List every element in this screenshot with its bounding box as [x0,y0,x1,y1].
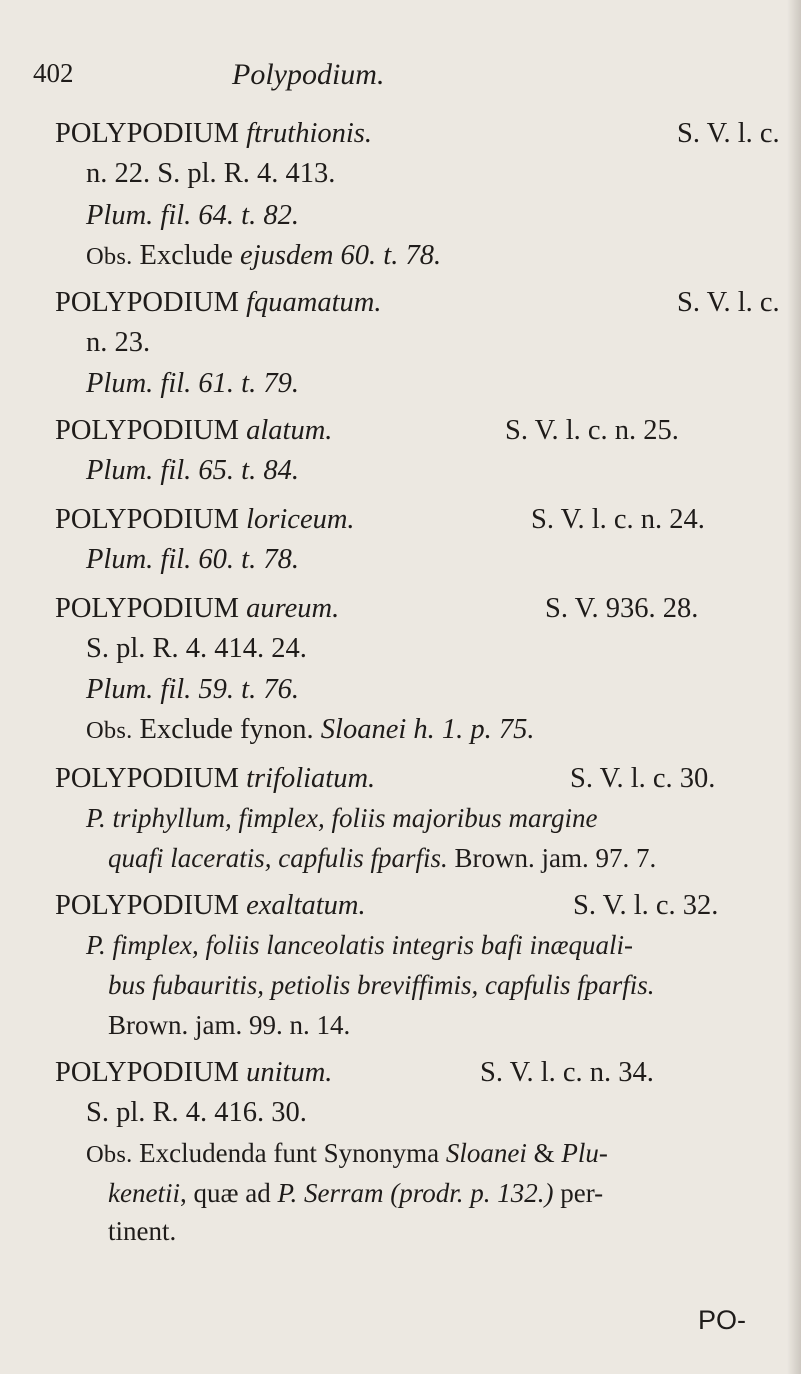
line-text: , quæ ad [179,1178,278,1208]
species-epithet: loriceum. [246,504,355,535]
entry-line [108,1178,603,1209]
line-text: per- [553,1178,604,1208]
species-epithet: unitum. [246,1057,333,1088]
entry-line [86,455,299,487]
line-text: n. 22. S. pl. R. 4. 413. [86,158,336,189]
catchword: PO- [697,1305,746,1335]
entry-line [86,674,299,706]
entry-line [86,633,307,665]
genus-name: POLYPODIUM [55,504,239,535]
entry-line [86,803,598,834]
line-text: ejusdem 60. t. 78. [240,240,442,271]
line-text: quafi laceratis, capfulis fparfis. [108,843,448,873]
genus-name: POLYPODIUM [55,118,239,149]
entry-heading [55,890,719,922]
reference: S. V. l. c. n. 34. [480,1057,654,1088]
line-text: S. pl. R. 4. 416. 30. [86,1097,307,1128]
obs-label: Obs. [86,717,133,744]
entry-line [86,714,535,746]
reference: S. V. l. c. 32. [573,890,719,921]
line-text: Plum. fil. 59. t. 76. [86,674,299,705]
species-epithet: fquamatum. [246,287,382,318]
reference: S. V. l. c. n. 24. [531,504,705,535]
line-text: Plum. fil. 61. t. 79. [86,368,299,399]
line-text: Sloanei [445,1138,527,1168]
entry-line [108,970,655,1001]
reference: S. V. l. c. 30. [570,763,716,794]
entry-line [86,930,633,961]
obs-label: Obs. [86,243,133,270]
line-text: & [526,1138,562,1168]
line-text: bus fubauritis, petiolis breviffimis, capfulis fparfis. [108,970,655,1000]
entry-line [86,1138,608,1169]
line-text: tinent. [108,1216,177,1246]
genus-name: POLYPODIUM [55,890,239,921]
species-epithet: aureum. [246,593,340,624]
line-text: Plu- [561,1138,608,1168]
line-text: Exclude fynon. [132,714,321,745]
genus-name: POLYPODIUM [55,763,239,794]
line-text: Plum. fil. 65. t. 84. [86,455,299,486]
genus-name: POLYPODIUM [55,593,239,624]
line-text: Plum. fil. 64. t. 82. [86,200,299,231]
line-text: Sloanei h. 1. p. 75. [320,714,535,745]
entry-line [86,544,299,576]
page-number: 402 [33,58,74,88]
entry-line [86,327,150,359]
running-title: Polypodium. [232,58,385,91]
page-edge-shadow [787,0,801,1374]
entry-heading [55,763,716,795]
species-epithet: trifoliatum. [246,763,376,794]
entry-heading [55,118,780,150]
entry-heading [55,1057,654,1089]
obs-label: Obs. [86,1141,133,1168]
species-epithet: exaltatum. [246,890,366,921]
entry-line [86,240,441,272]
entry-line [108,1216,176,1247]
line-text: n. 23. [86,327,151,358]
line-text: Exclude [132,240,241,271]
line-text: kenetii [108,1178,180,1208]
entry-line [108,1010,350,1041]
entry-heading [55,287,780,319]
line-text: P. fimplex, foliis lanceolatis integris bafi inæquali- [86,930,633,960]
line-text: Plum. fil. 60. t. 78. [86,544,299,575]
entry-line [86,158,335,190]
entry-line [86,1097,307,1129]
line-text: Brown. jam. 97. 7. [447,843,657,873]
entry-line [86,200,299,232]
entry-heading [55,593,699,625]
reference: S. V. 936. 28. [545,593,699,624]
line-text: S. pl. R. 4. 414. 24. [86,633,307,664]
reference: S. V. l. c. [677,287,780,318]
species-epithet: alatum. [246,415,333,446]
line-text: P. Serram (prodr. p. 132.) [277,1178,554,1208]
entry-line [108,843,656,874]
line-text: Excludenda funt Synonyma [132,1138,446,1168]
reference: S. V. l. c. [677,118,780,149]
species-epithet: ftruthionis. [246,118,373,149]
entry-heading [55,415,679,447]
entry-line [86,368,299,400]
reference: S. V. l. c. n. 25. [505,415,679,446]
genus-name: POLYPODIUM [55,287,239,318]
line-text: Brown. jam. 99. n. 14. [108,1010,351,1040]
genus-name: POLYPODIUM [55,415,239,446]
genus-name: POLYPODIUM [55,1057,239,1088]
entry-heading [55,504,705,536]
line-text: P. triphyllum, fimplex, foliis majoribus margine [86,803,598,833]
